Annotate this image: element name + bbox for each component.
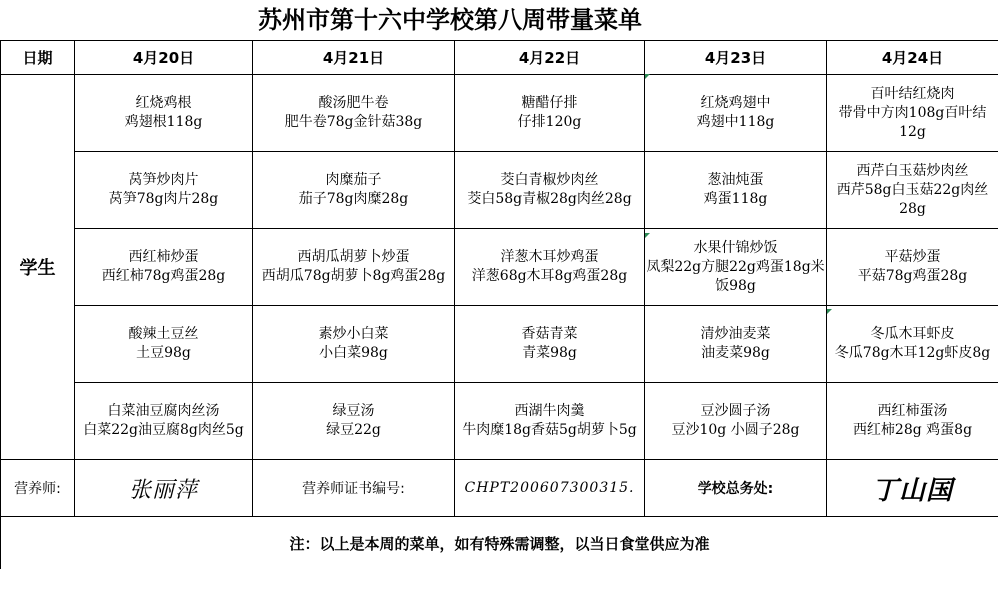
menu-row [1,383,998,460]
dish-cell [455,229,645,306]
dish-cell [645,306,827,383]
menu-table [0,40,998,569]
dish-ingredients: 土豆98g [136,345,191,361]
dish-name: 百叶结红烧肉 [870,85,955,102]
menu-row [1,229,998,306]
dish-ingredients: 白菜22g油豆腐8g肉丝5g [83,422,244,438]
day-header: 4月22日 [455,41,645,75]
dish-cell [455,383,645,460]
dish-cell [75,152,253,229]
dish-cell [827,306,998,383]
dish-cell [645,75,827,152]
dish-cell [75,383,253,460]
nutritionist-label: 营养师: [1,460,75,517]
header-row [1,41,998,75]
dish-cell [645,229,827,306]
menu-row [1,152,998,229]
dish-ingredients: 肥牛卷78g金针菇38g [284,114,423,130]
dish-cell [253,306,455,383]
dish-ingredients: 鸡翅根118g [124,114,203,130]
dish-cell [827,383,998,460]
dish-name: 茭白青椒炒肉丝 [500,172,599,188]
dish-ingredients: 平菇78g鸡蛋28g [857,268,968,284]
date-label: 日期 [1,41,75,75]
cell-marker-icon [645,74,650,79]
dish-name: 白菜油豆腐肉丝汤 [107,403,220,419]
dish-ingredients: 绿豆22g [326,422,381,438]
dish-name: 香菇青菜 [521,326,578,342]
day-header: 4月23日 [645,41,827,75]
dish-ingredients: 茄子78g肉糜28g [298,191,409,207]
footnote: 注：以上是本周的菜单，如有特殊需调整，以当日食堂供应为准 [1,517,998,570]
dish-ingredients: 茭白58g青椒28g肉丝28g [467,191,632,207]
dish-name: 红烧鸡根 [135,95,192,111]
signature-row [1,460,998,517]
dish-name: 酸辣土豆丝 [128,326,199,342]
cert-number-text: CHPT200607300315. [464,480,635,496]
dish-cell [645,383,827,460]
office-signature-text: 丁山国 [871,475,953,506]
dish-ingredients: 西红柿28g 鸡蛋8g [852,422,973,438]
dish-name: 肉糜茄子 [325,172,382,188]
dish-name: 西芹白玉菇炒肉丝 [856,162,969,179]
group-label: 学生 [1,75,75,460]
dish-name: 水果什锦炒饭 [693,239,778,256]
dish-cell [253,152,455,229]
dish-name: 西红柿炒蛋 [128,249,199,265]
dish-name: 西胡瓜胡萝卜炒蛋 [297,249,410,265]
cell-marker-icon [645,233,650,238]
nutritionist-signature-text: 张丽萍 [128,477,198,503]
cert-label: 营养师证书编号: [253,460,455,517]
dish-cell [455,75,645,152]
cert-number [455,460,645,517]
dish-ingredients: 凤梨22g方腿22g鸡蛋18g米饭98g [646,258,825,294]
dish-cell [827,75,998,152]
day-header: 4月21日 [253,41,455,75]
dish-cell [253,229,455,306]
menu-row [1,306,998,383]
dish-cell [455,152,645,229]
dish-cell [455,306,645,383]
dish-name: 洋葱木耳炒鸡蛋 [500,249,599,265]
dish-name: 莴笋炒肉片 [128,172,199,188]
nutritionist-signature [75,460,253,517]
dish-ingredients: 西胡瓜78g胡萝卜8g鸡蛋28g [261,268,446,284]
dish-ingredients: 西红柿78g鸡蛋28g [101,268,226,284]
note-row [1,517,998,570]
dish-cell [75,306,253,383]
dish-ingredients: 西芹58g白玉菇22g肉丝28g [836,181,989,217]
dish-name: 西红柿蛋汤 [877,403,948,419]
dish-name: 清炒油麦菜 [700,326,771,342]
office-signature [827,460,998,517]
dish-cell [75,75,253,152]
dish-ingredients: 鸡蛋118g [703,191,768,207]
day-header: 4月24日 [827,41,998,75]
dish-ingredients: 莴笋78g肉片28g [108,191,219,207]
dish-ingredients: 冬瓜78g木耳12g虾皮8g [834,345,991,361]
dish-cell [75,229,253,306]
dish-name: 绿豆汤 [332,403,375,419]
dish-cell [827,152,998,229]
menu-row [1,75,998,152]
dish-cell [253,75,455,152]
dish-cell [253,383,455,460]
dish-ingredients: 青菜98g [522,345,577,361]
dish-ingredients: 仔排120g [517,114,582,130]
dish-name: 红烧鸡翅中 [700,95,771,111]
dish-ingredients: 豆沙10g 小圆子28g [671,422,800,438]
dish-ingredients: 带骨中方肉108g百叶结12g [838,104,987,140]
dish-name: 平菇炒蛋 [884,249,941,265]
dish-name: 素炒小白菜 [318,326,389,342]
dish-name: 葱油炖蛋 [707,172,764,188]
dish-ingredients: 鸡翅中118g [696,114,775,130]
day-header: 4月20日 [75,41,253,75]
dish-cell [645,152,827,229]
dish-name: 豆沙圆子汤 [700,403,771,419]
page-title: 苏州市第十六中学校第八周带量菜单 [258,6,642,34]
dish-name: 酸汤肥牛卷 [318,95,389,111]
dish-ingredients: 洋葱68g木耳8g鸡蛋28g [471,268,628,284]
dish-cell [827,229,998,306]
dish-ingredients: 油麦菜98g [701,345,770,361]
office-label: 学校总务处: [645,460,827,517]
dish-name: 冬瓜木耳虾皮 [870,326,955,342]
dish-ingredients: 小白菜98g [319,345,388,361]
dish-name: 西湖牛肉羹 [514,403,585,419]
dish-name: 糖醋仔排 [521,95,578,111]
cell-marker-icon [827,309,832,314]
dish-ingredients: 牛肉糜18g香菇5g胡萝卜5g [462,422,637,438]
